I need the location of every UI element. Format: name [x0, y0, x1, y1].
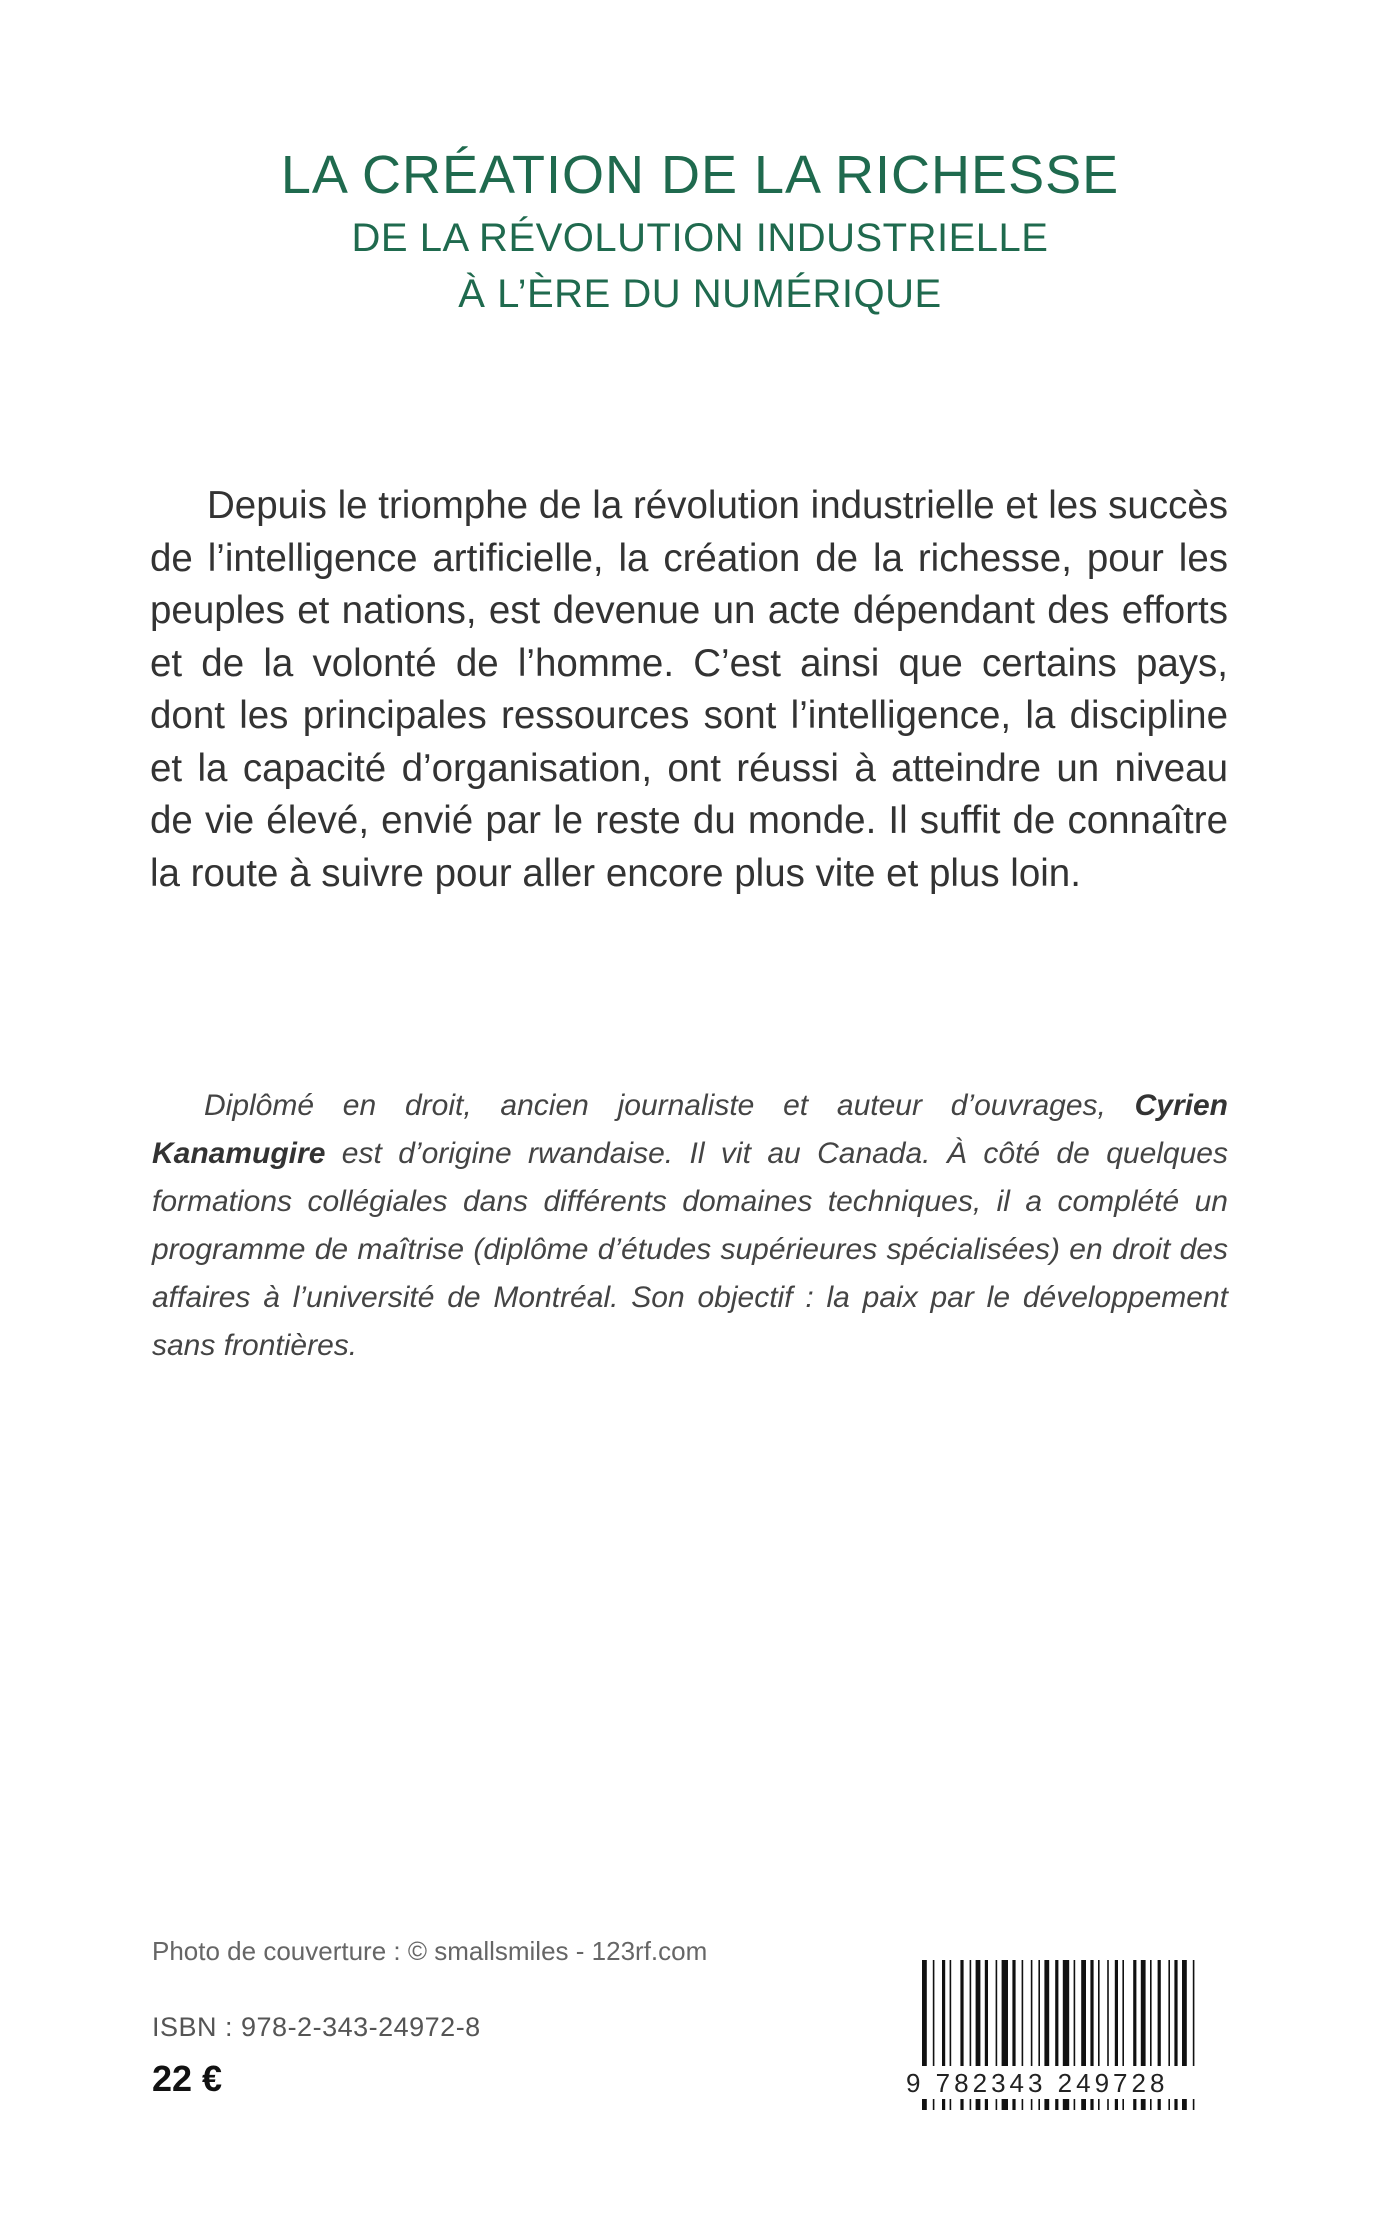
bio-intro: Diplômé en droit, ancien journaliste et auteur d’ouvrages, — [204, 1089, 1106, 1122]
author-name: Cyrien Kanamugire — [152, 1089, 1228, 1170]
bio-rest: est d’origine rwandaise. Il vit au Canada. À côté de quelques formations collégiales dans différents domaines techniques, il a complété un programme de maîtrise (diplôme d’études supérieures spécialisées) en droit des affaires à l’université de Montréal. Son objectif : la paix par le développement sans frontières. — [152, 1137, 1228, 1362]
book-title: LA CRÉATION DE LA RICHESSE — [280, 145, 1120, 205]
summary-text: Depuis le triomphe de la révolution industrielle et les succès de l’intelligence artificielle, la création de la richesse, pour les peuples et nations, est devenue un acte dépendant des efforts et de la volonté de l’homme. C’est ainsi que certains pays, dont les principales ressources sont l’intelligence, la discipline et la capacité d’organisation, ont réussi à atteindre un niveau de vie élevé, envié par le reste du monde. Il suffit de connaître la route à suivre pour aller encore plus vite et plus loin. — [150, 484, 1228, 895]
isbn-label: ISBN : 978-2-343-24972-8 — [152, 2012, 481, 2042]
barcode-digits: 9 782343 249728 — [906, 2066, 1246, 2099]
author-bio — [152, 1082, 1228, 1370]
book-subtitle-line1: DE LA RÉVOLUTION INDUSTRIELLE — [351, 216, 1049, 260]
title-block — [0, 140, 1400, 322]
book-subtitle-line2: À L’ÈRE DU NUMÉRIQUE — [458, 272, 942, 316]
photo-credit: Photo de couverture : © smallsmiles - 123rf.com — [152, 1936, 708, 1966]
price-label: 22 € — [152, 2058, 223, 2099]
